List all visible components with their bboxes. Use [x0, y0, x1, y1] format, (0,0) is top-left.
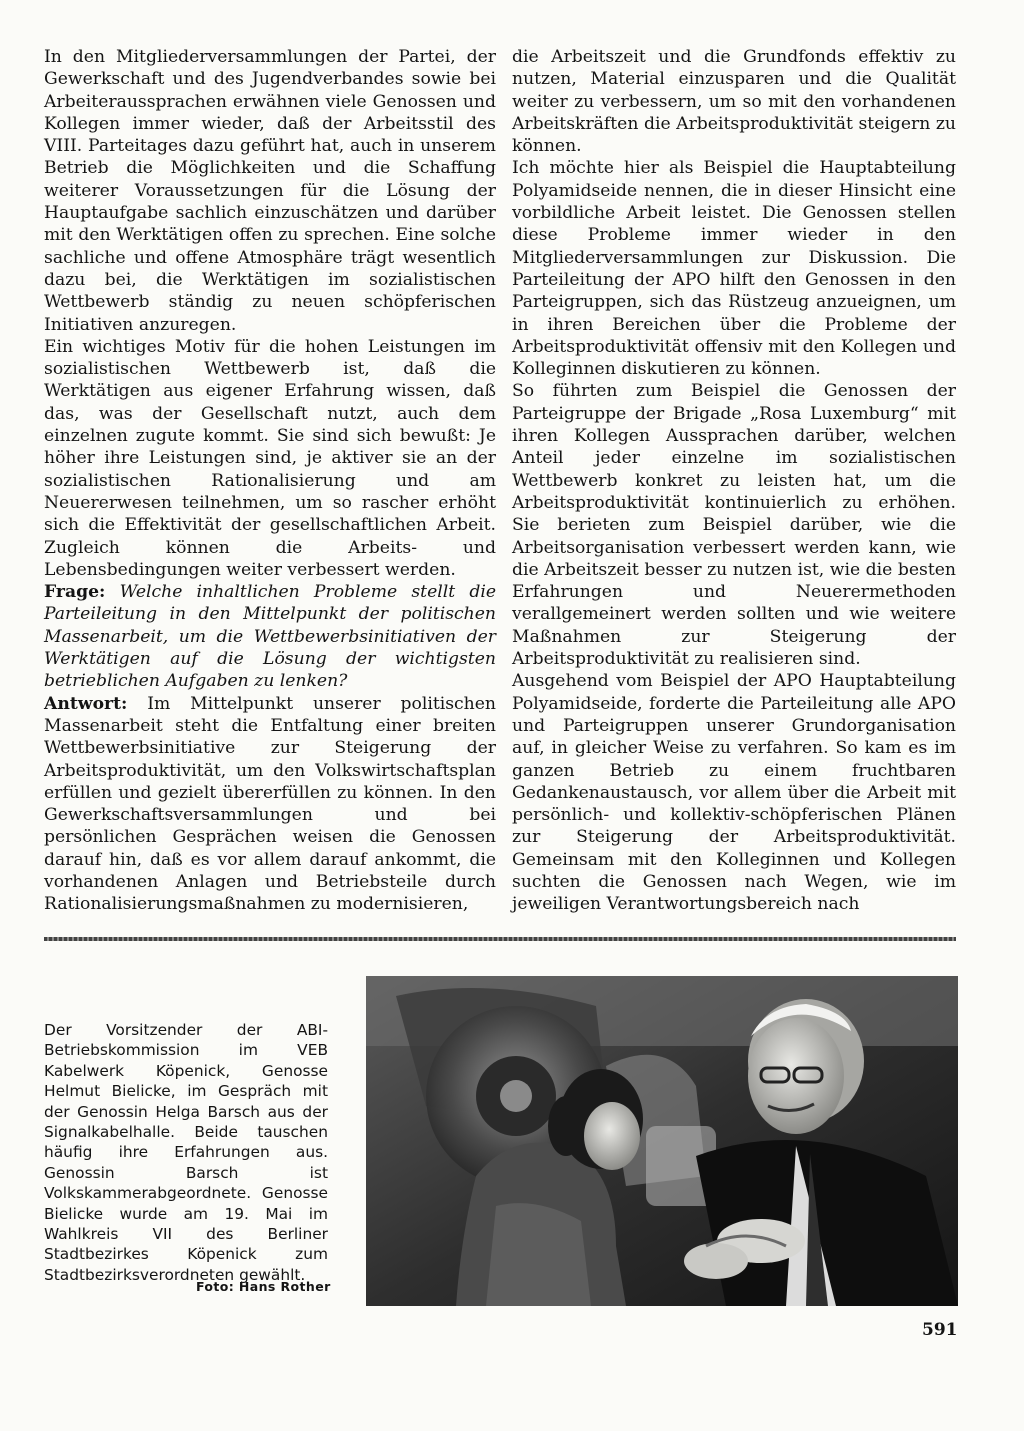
- paragraph: In den Mitgliederversammlungen der Partei, der Gewerkschaft und des Jugendverbandes sowie bei Arbeiteraussprachen erwähnen viele Genossen und Kollegen immer wieder, daß der Arbeitsstil des VIII. Parteitages dazu geführt hat, auch in unserem Betrieb die Möglichkeiten und die Schaffung weiterer Voraussetzungen für die Lösung der Hauptaufgabe sachlich einzuschätzen und darüber mit den Werktätigen offen zu sprechen. Eine solche sachliche und offene Atmosphäre trägt wesentlich dazu bei, die Werktätigen im sozialistischen Wettbewerb ständig zu neuen schöpferischen Initiativen anzuregen.: [44, 47, 496, 335]
- photo-credit: Foto: Hans Rother: [196, 1279, 331, 1294]
- photo-image: [366, 976, 958, 1306]
- answer: [44, 693, 496, 916]
- right-column: [512, 46, 956, 916]
- section-divider: [44, 937, 956, 941]
- paragraph: Ein wichtiges Motiv für die hohen Leistungen im sozialistischen Wettbewerb ist, daß die Werktätigen aus eigener Erfahrung wissen, daß das, was der Gesellschaft nutzt, auch dem einzelnen zugute kommt. Sie sind sich bewußt: Je höher ihre Leistungen sind, je aktiver sie an der sozialistischen Rationalisierung und am Neuererwesen teilnehmen, um so rascher erhöht sich die Effektivität der gesellschaftlichen Arbeit. Zugleich können die Arbeits- und Lebensbedingungen weiter verbessert werden.: [44, 336, 496, 580]
- question-text: Welche inhaltlichen Probleme stellt die Parteileitung in den Mittelpunkt der politischen Massenarbeit, um die Wettbewerbsinitiativen der Werktätigen auf die Lösung der wichtigsten betrieblichen Aufgaben zu lenken?: [44, 582, 496, 692]
- photo-caption: Der Vorsitzender der ABI-Betriebskommission im VEB Kabelwerk Köpenick, Genosse Helmut Bielicke, im Gespräch mit der Genossin Helga Barsch aus der Signalkabelhalle. Beide tauschen häufig ihre Erfahrungen aus. Genossin Barsch ist Volkskammerabgeordnete. Genosse Bielicke wurde am 19. Mai im Wahlkreis VII des Berliner Stadtbezirkes Köpenick zum Stadtbezirksverordneten gewählt.: [44, 1021, 328, 1284]
- paragraph: Ausgehend vom Beispiel der APO Hauptabteilung Polyamidseide, forderte die Parteileitung alle APO und Parteigruppen unserer Grundorganisation auf, in gleicher Weise zu verfahren. So kam es im ganzen Betrieb zu einem fruchtbaren Gedankenaustausch, vor allem über die Arbeit mit persönlich- und kollektiv-schöpferischen Plänen zur Steigerung der Arbeitsproduktivität. Gemeinsam mit den Kolleginnen und Kollegen suchten die Genossen nach Wegen, wie im jeweiligen Verantwortungsbereich nach: [512, 671, 956, 915]
- question: [44, 581, 496, 692]
- answer-text: Im Mittelpunkt unserer politischen Massenarbeit steht die Entfaltung einer breiten Wettbewerbsinitiative zur Steigerung der Arbeitsproduktivität, um den Volkswirtschaftsplan erfüllen und gezielt übererfüllen zu können. In den Gewerkschaftsversammlungen und bei persönlichen Gesprächen weisen die Genossen darauf hin, daß es vor allem darauf ankommt, die vorhandenen Anlagen und Betriebsteile durch Rationalisierungsmaßnahmen zu modernisieren,: [44, 693, 496, 915]
- photo: [366, 976, 958, 1306]
- paragraph: So führten zum Beispiel die Genossen der Parteigruppe der Brigade „Rosa Luxemburg“ mit ihren Kollegen Aussprachen darüber, welchen Anteil jeder einzelne im sozialistischen Wettbewerb konkret zu leisten hat, um die Arbeitsproduktivität kontinuierlich zu erhöhen. Sie berieten zum Beispiel darüber, wie die Arbeitsorganisation verbessert werden kann, wie die Arbeitszeit besser zu nutzen ist, wie die besten Erfahrungen und Neuerermethoden verallgemeinert werden sollten und wie weitere Maßnahmen zur Steigerung der Arbeitsproduktivität zu realisieren sind.: [512, 381, 956, 670]
- paragraph: die Arbeitszeit und die Grundfonds effektiv zu nutzen, Material einzusparen und die Qualität weiter zu verbessern, um so mit den vorhandenen Arbeitskräften die Arbeitsproduktivität steigern zu können.: [512, 47, 956, 157]
- paragraph: Ich möchte hier als Beispiel die Hauptabteilung Polyamidseide nennen, die in dieser Hinsicht eine vorbildliche Arbeit leistet. Die Genossen stellen diese Probleme immer wieder in den Mitgliederversammlungen zur Diskussion. Die Parteileitung der APO hilft den Genossen in den Parteigruppen, sich das Rüstzeug anzueignen, um in ihren Bereichen über die Probleme der Arbeitsproduktivität offensiv mit den Kollegen und Kolleginnen diskutieren zu können.: [512, 158, 956, 380]
- question-label: Frage:: [44, 582, 106, 603]
- page-number: 591: [922, 1320, 958, 1340]
- answer-label: Antwort:: [44, 693, 128, 714]
- left-column: [44, 46, 496, 916]
